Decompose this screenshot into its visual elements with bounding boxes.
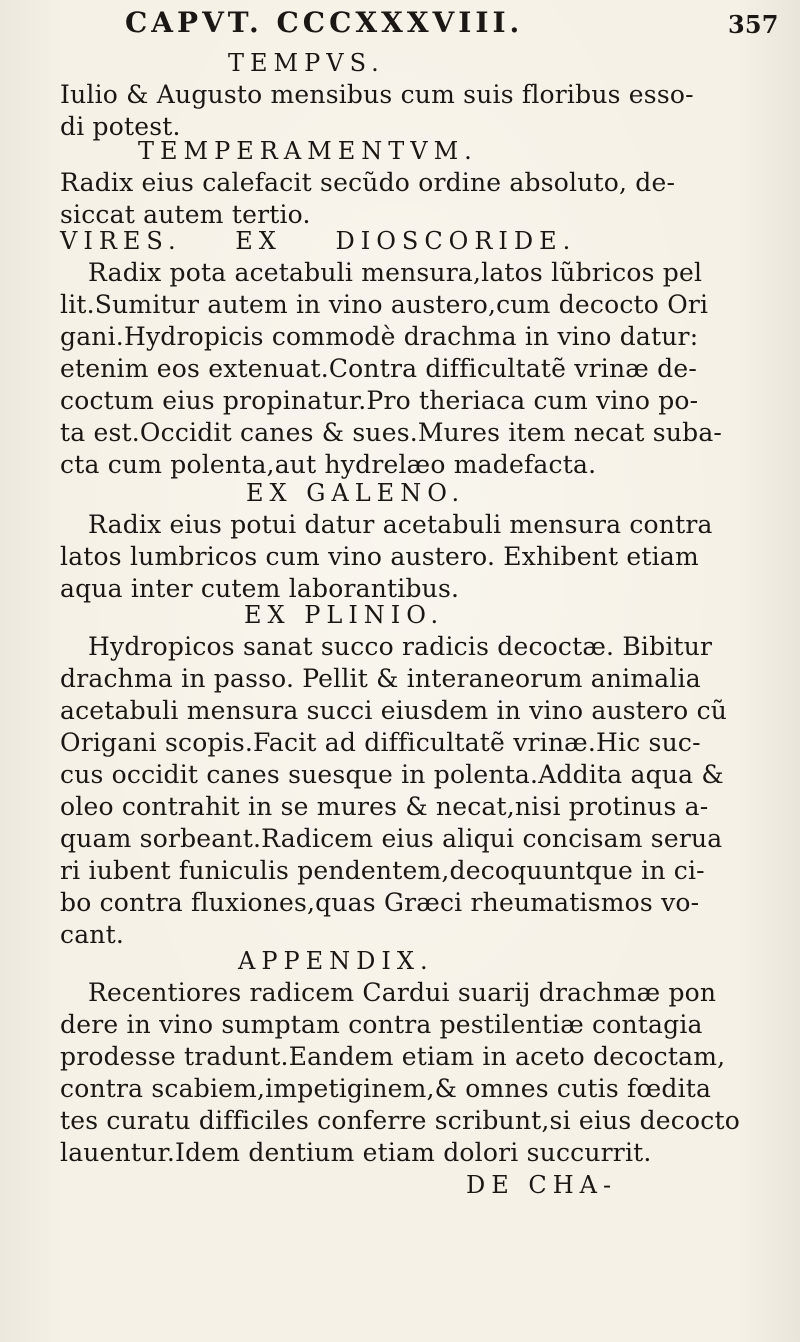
section-heading-appendix: APPENDIX. xyxy=(238,947,434,975)
text-line: Iulio & Augusto mensibus cum suis floribus esso- xyxy=(60,80,694,109)
text-line: oleo contrahit in se mures & necat,nisi protinus a- xyxy=(60,792,709,821)
section-heading-vires: VIRES. EX DIOSCORIDE. xyxy=(60,227,577,255)
text-line: siccat autem tertio. xyxy=(60,200,311,229)
section-heading-galeno: EX GALENO. xyxy=(246,479,466,507)
text-line: tes curatu difficiles conferre scribunt,si eius decocto xyxy=(60,1106,740,1135)
text-line: gani.Hydropicis commodè drachma in vino datur: xyxy=(60,322,699,351)
text-line: Radix pota acetabuli mensura,latos lũbricos pel xyxy=(88,258,703,287)
text-line: drachma in passo. Pellit & interaneorum animalia xyxy=(60,664,701,693)
page-number: 357 xyxy=(728,10,779,39)
text-line: quam sorbeant.Radicem eius aliqui concisam serua xyxy=(60,824,723,853)
text-line: cus occidit canes suesque in polenta.Addita aqua & xyxy=(60,760,724,789)
text-line: dere in vino sumptam contra pestilentiæ contagia xyxy=(60,1010,703,1039)
text-line: ta est.Occidit canes & sues.Mures item necat suba- xyxy=(60,418,723,447)
text-line: di potest. xyxy=(60,112,181,141)
text-line: prodesse tradunt.Eandem etiam in aceto decoctam, xyxy=(60,1042,726,1071)
text-line: Origani scopis.Facit ad difficultatẽ vrinæ.Hic suc- xyxy=(60,728,701,757)
text-line: Radix eius calefacit secũdo ordine absoluto, de- xyxy=(60,168,676,197)
text-line: Radix eius potui datur acetabuli mensura contra xyxy=(88,510,713,539)
text-line: aqua inter cutem laborantibus. xyxy=(60,574,460,603)
text-line: ri iubent funiculis pendentem,decoquuntque in ci- xyxy=(60,856,705,885)
text-line: contra scabiem,impetiginem,& omnes cutis fœdita xyxy=(60,1074,712,1103)
chapter-heading: CAPVT. CCCXXXVIII. xyxy=(125,6,524,39)
text-line: lit.Sumitur autem in vino austero,cum decocto Ori xyxy=(60,290,709,319)
text-line: Recentiores radicem Cardui suarij drachmæ pon xyxy=(88,978,717,1007)
text-line: cta cum polenta,aut hydrelæo madefacta. xyxy=(60,450,597,479)
text-line: coctum eius propinatur.Pro theriaca cum vino po- xyxy=(60,386,699,415)
text-line: bo contra fluxiones,quas Græci rheumatismos vo- xyxy=(60,888,700,917)
catchword: DE CHA- xyxy=(466,1171,618,1199)
text-line: latos lumbricos cum vino austero. Exhibent etiam xyxy=(60,542,699,571)
text-line: etenim eos extenuat.Contra difficultatẽ vrinæ de- xyxy=(60,354,697,383)
section-heading-tempus: TEMPVS. xyxy=(228,49,385,77)
section-heading-temperamentum: TEMPERAMENTVM. xyxy=(138,137,478,165)
section-heading-plinio: EX PLINIO. xyxy=(244,601,445,629)
text-line: Hydropicos sanat succo radicis decoctæ. Bibitur xyxy=(88,632,713,661)
text-line: acetabuli mensura succi eiusdem in vino austero cũ xyxy=(60,696,728,725)
text-line: lauentur.Idem dentium etiam dolori succurrit. xyxy=(60,1138,652,1167)
text-line: cant. xyxy=(60,920,125,949)
